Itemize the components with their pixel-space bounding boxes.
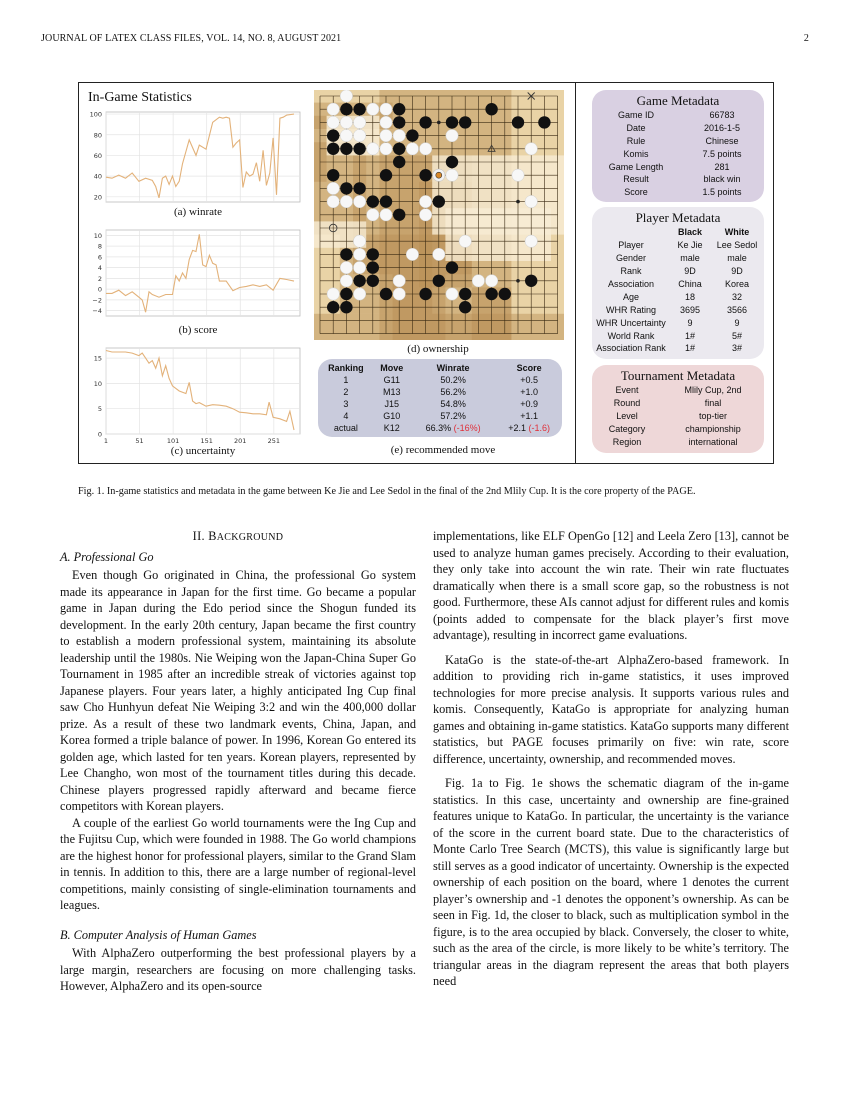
ranking-cell: 3 <box>343 399 349 409</box>
table-row-actual <box>318 422 562 434</box>
score-cell <box>496 398 562 410</box>
table-row <box>318 398 562 410</box>
meta-value: 66783 <box>709 110 735 121</box>
page-number: 2 <box>803 33 809 44</box>
caption-d: (d) ownership <box>407 343 469 355</box>
svg-text:0: 0 <box>97 285 102 294</box>
black-value: 1# <box>684 343 695 354</box>
move-cell: M13 <box>383 387 401 397</box>
svg-text:5: 5 <box>97 405 102 414</box>
white-value: 32 <box>731 291 742 302</box>
player-metadata-title: Player Metadata <box>635 210 721 225</box>
player-row <box>592 239 764 252</box>
figure-stats-panel <box>78 82 576 464</box>
caption-e: (e) recommended move <box>390 444 496 456</box>
winrate-cell <box>410 386 496 398</box>
black-value: 1# <box>684 330 695 341</box>
score-cell <box>496 374 562 386</box>
meta-row <box>592 435 764 448</box>
meta-key: Age <box>622 291 639 302</box>
score-delta: (-1.6) <box>528 423 551 433</box>
paragraph: A couple of the earliest Go world tournaments were the Ing Cup and the Fujitsu Cup, which were founded in 1988. The Go world champions are the highest honor for professional players, similar to the Grand Slam in tennis. In addition to this, there are a large number of regional-level competitions, mainly consisting of single-elimination tournaments and leagues. <box>60 815 416 912</box>
meta-key: Date <box>626 123 646 134</box>
meta-value: Mlily Cup, 2nd <box>684 385 742 396</box>
score-value: +0.5 <box>520 375 539 385</box>
meta-key: WHR Rating <box>605 304 656 315</box>
player-row <box>592 316 764 329</box>
score-cell <box>496 386 562 398</box>
svg-text:80: 80 <box>93 131 102 140</box>
meta-row <box>592 122 764 135</box>
meta-key: Region <box>612 436 642 447</box>
meta-key: Association <box>607 279 655 289</box>
running-header <box>41 33 809 44</box>
right-column <box>433 528 789 990</box>
meta-row <box>592 410 764 423</box>
meta-row <box>592 109 764 122</box>
white-value: Korea <box>724 279 750 289</box>
caption-a: (a) winrate <box>174 206 222 218</box>
meta-row <box>592 397 764 410</box>
winrate-delta: (-16%) <box>453 423 481 433</box>
black-value: 3695 <box>679 304 701 315</box>
figure-caption: Fig. 1. In-game statistics and metadata in the game between Ke Jie and Lee Sedol in the final of the 2nd Mlily Cup. It is the core property of the PAGE. <box>78 486 696 497</box>
col-score: Score <box>516 363 542 373</box>
svg-text:251: 251 <box>267 437 281 445</box>
svg-text:15: 15 <box>93 354 102 363</box>
winrate-value: 50.2% <box>440 375 466 385</box>
winrate-cell <box>410 374 496 386</box>
meta-key: Rank <box>620 266 642 277</box>
meta-key: Gender <box>615 253 647 264</box>
section-title <box>60 528 416 547</box>
black-value: China <box>678 279 702 289</box>
chart-winrate <box>78 108 308 208</box>
meta-row <box>592 173 764 186</box>
chart-score <box>78 226 308 322</box>
player-row <box>592 342 764 355</box>
meta-row <box>592 160 764 173</box>
svg-text:4: 4 <box>97 264 102 273</box>
svg-text:2: 2 <box>97 274 102 283</box>
white-value: male <box>727 253 747 264</box>
black-value: Ke Jie <box>677 240 703 251</box>
player-metadata-panel <box>592 207 764 359</box>
meta-row <box>592 147 764 160</box>
game-metadata-rows <box>592 109 764 199</box>
score-value: +1.0 <box>520 387 539 397</box>
col-winrate: Winrate <box>436 363 470 373</box>
recommended-move-table <box>318 359 562 437</box>
meta-key: Result <box>623 174 649 185</box>
svg-text:100: 100 <box>89 110 102 119</box>
move-cell: G11 <box>383 375 400 385</box>
score-value: +2.1 <box>508 423 527 433</box>
score-cell <box>496 410 562 422</box>
player-row <box>592 303 764 316</box>
meta-value: 7.5 points <box>702 148 742 159</box>
paragraph: Even though Go originated in China, the professional Go system made its appearance in Japan for the first time. Go became a popular game in Japan during the Edo period since the Shogun funded its development. In the early 20th century, Japan became the first country to establish a modern professional system, maintaining its absolute leadership until the 1980s. Nie Weiping won the Japan-China Super Go Tournament in 1985 after an incredible streak of victories against top Japanese players. Four years later, a highly anticipated Ing Cup final saw Cho Hunhyun defeat Nie Weiping 3:2 and win the 400,000 dollar prize. As a result of these two landmark events, China, Japan, and Korea formed a triple balance of power. In 1996, Korean Go entered its golden age, which lasted for ten years. Korean players, represented by Lee Changho, won most of the tournament titles during this decade. Chinese players progressed rapidly afterward and became fierce competitors with Korean players. <box>60 568 416 813</box>
paragraph: implementations, like ELF OpenGo [12] and Leela Zero [13], cannot be used to analyze human games precisely. According to their evaluation, they only take into account the win rate. Their win rate fluctuates dramatically when there is a small score gap, so the robustness is not good. Furthermore, these AIs cannot adjust for different rules and komis (points added to compensate for the black player’s first move advantage), resulting in incorrect game evaluations. <box>433 529 789 642</box>
svg-text:1: 1 <box>103 437 109 445</box>
section-number: II. <box>192 529 209 543</box>
meta-value: top-tier <box>698 410 727 421</box>
winrate-cell <box>410 410 496 422</box>
winrate-value: 54.8% <box>440 399 466 409</box>
paragraph: Fig. 1a to Fig. 1e shows the schematic diagram of the in-game statistics. In this case, uncertainty and ownership are fine-grained features unique to KataGo. In particular, the uncertainty is the variance of the score in the current board state. Due to the characteristics of Monte Carlo Tree Search (MCTS), this value is significantly large but still serves as a good indicator of uncertainty. Ownership is the expected ownership of each position on the board, where 1 denotes the current player’s ownership and -1 denotes the opponent’s ownership. As can be seen in Fig. 1d, the closer to black, such as multiplication symbol in the figure, is to the area occupied by black. Conversely, the closer to white, such as the area of the circle, is more likely to be white’s territory. The triangular areas in the diagram represent the areas that both players need <box>433 776 789 988</box>
meta-key: World Rank <box>607 330 655 341</box>
svg-text:10: 10 <box>93 379 102 388</box>
svg-text:−4: −4 <box>92 307 102 316</box>
subsection-b-title: B. Computer Analysis of Human Games <box>60 927 257 942</box>
meta-key: Level <box>616 410 638 421</box>
move-cell: G10 <box>383 411 401 421</box>
meta-value: international <box>688 436 738 447</box>
winrate-value: 66.3% <box>425 423 452 433</box>
player-row <box>592 265 764 278</box>
svg-text:151: 151 <box>200 437 213 445</box>
meta-key: Rule <box>626 135 646 146</box>
player-row <box>592 290 764 303</box>
ranking-cell: 1 <box>343 375 349 385</box>
meta-key: Player <box>618 240 644 251</box>
col-black: Black <box>677 227 703 238</box>
meta-value: championship <box>685 423 741 434</box>
meta-key: Round <box>613 398 641 409</box>
tournament-metadata-title: Tournament Metadata <box>620 368 736 383</box>
section-title-first: B <box>208 529 217 543</box>
svg-text:−2: −2 <box>92 296 102 305</box>
meta-value: 2016-1-5 <box>703 123 741 134</box>
journal-title: JOURNAL OF LATEX CLASS FILES, VOL. 14, NO. 8, AUGUST 2021 <box>41 33 342 44</box>
col-ranking: Ranking <box>328 363 364 373</box>
svg-text:20: 20 <box>93 193 102 202</box>
winrate-value: 57.2% <box>440 411 466 421</box>
svg-text:51: 51 <box>135 437 144 445</box>
meta-row <box>592 135 764 148</box>
table-row <box>318 386 562 398</box>
table-row <box>318 374 562 386</box>
winrate-cell <box>410 422 496 434</box>
chart-uncertainty <box>78 344 308 448</box>
meta-key: Event <box>615 385 639 396</box>
white-value: 3# <box>731 343 742 354</box>
subsection-a-title: A. Professional Go <box>60 549 154 564</box>
score-value: +1.1 <box>520 411 539 421</box>
tournament-metadata-panel <box>592 365 764 453</box>
move-cell: K12 <box>383 423 400 433</box>
white-value: 5# <box>731 330 742 341</box>
player-metadata-header <box>592 226 764 239</box>
ranking-cell: 4 <box>343 411 349 421</box>
meta-key: Score <box>624 187 648 198</box>
svg-text:0: 0 <box>97 430 102 439</box>
meta-value: Chinese <box>705 135 739 146</box>
black-value: 9D <box>684 266 696 277</box>
section-title-rest: ACKGROUND <box>216 532 284 543</box>
white-value: 9D <box>731 266 743 277</box>
game-metadata-title: Game Metadata <box>636 93 720 108</box>
svg-text:10: 10 <box>93 231 102 240</box>
col-white: White <box>724 227 750 238</box>
score-cell <box>496 422 562 434</box>
stats-title: In-Game Statistics <box>88 90 192 105</box>
table-row <box>318 410 562 422</box>
ranking-cell: actual <box>333 423 358 433</box>
meta-row <box>592 186 764 199</box>
svg-text:101: 101 <box>166 437 180 445</box>
left-column <box>60 528 416 995</box>
svg-text:8: 8 <box>97 242 102 251</box>
meta-row <box>592 384 764 397</box>
meta-key: Category <box>608 423 646 434</box>
meta-value: final <box>704 398 722 409</box>
game-metadata-panel <box>592 90 764 202</box>
winrate-cell <box>410 398 496 410</box>
winrate-value: 56.2% <box>440 387 466 397</box>
meta-key: Game Length <box>608 161 664 172</box>
ranking-cell: 2 <box>343 387 349 397</box>
meta-key: WHR Uncertainty <box>596 317 666 328</box>
paragraph: KataGo is the state-of-the-art AlphaZero-based framework. In addition to providing rich in-game statistics, it uses improved technologies for more precise analysis. It supports various rules and komis. Consequently, KataGo is appropriate for analyzing human games and obtaining in-game statistics. KataGo supports many different statistics, but PAGE focuses primarily on five: win rate, score difference, uncertainty, ownership, and recommended moves. <box>433 652 789 766</box>
meta-key: Game ID <box>617 110 654 121</box>
ownership-board <box>314 90 564 340</box>
meta-value: black win <box>703 174 741 185</box>
svg-text:40: 40 <box>93 172 102 181</box>
col-move: Move <box>380 363 404 373</box>
black-value: 9 <box>687 317 693 328</box>
white-value: Lee Sedol <box>716 240 758 251</box>
svg-text:201: 201 <box>234 437 247 445</box>
meta-key: Association Rank <box>596 343 666 354</box>
meta-key: Komis <box>623 148 649 159</box>
player-row <box>592 329 764 342</box>
meta-row <box>592 422 764 435</box>
black-value: male <box>680 253 700 264</box>
svg-text:6: 6 <box>97 253 102 262</box>
white-value: 9 <box>734 317 740 328</box>
meta-value: 281 <box>714 161 730 172</box>
meta-value: 1.5 points <box>702 187 742 198</box>
svg-text:60: 60 <box>93 151 102 160</box>
move-cell: J15 <box>384 399 400 409</box>
caption-b: (b) score <box>178 324 218 336</box>
paragraph: With AlphaZero outperforming the best professional players by a large margin, researchers are focusing on more challenging tasks. However, AlphaZero and its open-source <box>60 946 416 993</box>
player-row <box>592 278 764 291</box>
caption-c: (c) uncertainty <box>170 445 236 457</box>
score-value: +0.9 <box>520 399 539 409</box>
player-row <box>592 252 764 265</box>
white-value: 3566 <box>726 304 748 315</box>
black-value: 18 <box>684 291 695 302</box>
